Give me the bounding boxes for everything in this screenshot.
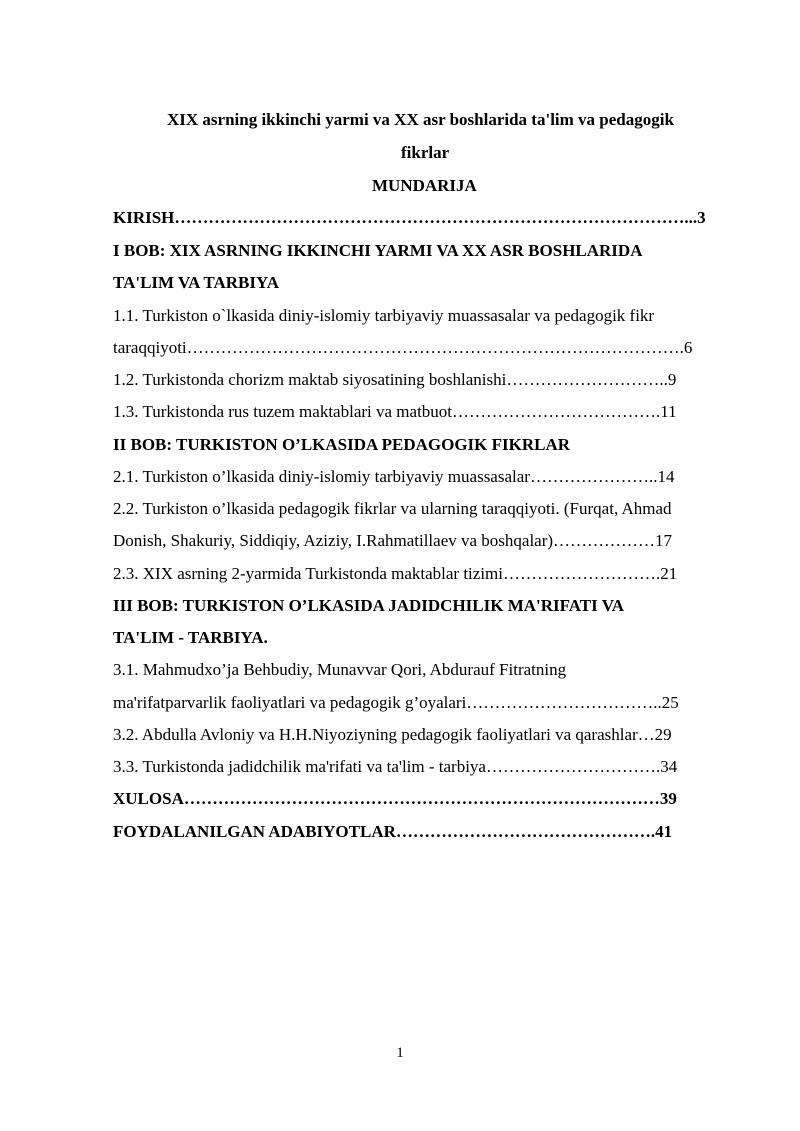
toc-section-1-3: 1.3. Turkistonda rus tuzem maktablari va matbuot……………………………….11 <box>113 402 677 421</box>
toc-section-2-3: 2.3. XIX asrning 2-yarmida Turkistonda maktablar tizimi……………………….21 <box>113 564 678 583</box>
toc-chapter3-line2: TA'LIM - TARBIYA. <box>113 628 268 647</box>
toc-entry-kirish: KIRISH………………………………………………………………………………...3 <box>113 208 706 227</box>
toc-chapter2: II BOB: TURKISTON O’LKASIDA PEDAGOGIK FIKRLAR <box>113 435 571 454</box>
page-number: 1 <box>396 1045 404 1061</box>
toc-heading: MUNDARIJA <box>372 176 477 195</box>
toc-section-3-1-line2: ma'rifatparvarlik faoliyatlari va pedagogik g’oyalari……………………………..25 <box>113 693 679 712</box>
toc-section-1-2: 1.2. Turkistonda chorizm maktab siyosatining boshlanishi………………………..9 <box>113 370 677 389</box>
toc-section-2-1: 2.1. Turkiston o’lkasida diniy-islomiy tarbiyaviy muassasalar…………………..14 <box>113 467 675 486</box>
toc-entry-xulosa: XULOSA…………………………………………………………………………39 <box>113 789 677 808</box>
toc-section-2-2-line1: 2.2. Turkiston o’lkasida pedagogik fikrlar va ularning taraqqiyoti. (Furqat, Ahmad <box>113 499 672 518</box>
toc-section-3-3: 3.3. Turkistonda jadidchilik ma'rifati va ta'lim - tarbiya………………………….34 <box>113 757 678 776</box>
toc-chapter1-line2: TA'LIM VA TARBIYA <box>113 273 279 292</box>
toc-section-3-2: 3.2. Abdulla Avloniy va H.H.Niyoziyning pedagogik faoliyatlari va qarashlar…29 <box>113 725 672 744</box>
document-title-line1: XIX asrning ikkinchi yarmi va XX asr boshlarida ta'lim va pedagogik <box>167 110 674 129</box>
toc-section-1-1-line1: 1.1. Turkiston o`lkasida diniy-islomiy tarbiyaviy muassasalar va pedagogik fikr <box>113 306 655 325</box>
toc-section-3-1-line1: 3.1. Mahmudxo’ja Behbudiy, Munavvar Qori, Abdurauf Fitratning <box>113 660 567 679</box>
toc-entry-adabiyotlar: FOYDALANILGAN ADABIYOTLAR……………………………………….41 <box>113 822 673 841</box>
toc-section-1-1-line2: taraqqiyoti…………………………………………………………………………….6 <box>113 338 693 357</box>
document-title-line2: fikrlar <box>401 143 450 162</box>
toc-chapter1-line1: I BOB: XIX ASRNING IKKINCHI YARMI VA XX ASR BOSHLARIDA <box>113 241 643 260</box>
toc-chapter3-line1: III BOB: TURKISTON O’LKASIDA JADIDCHILIK MA'RIFATI VA <box>113 596 625 615</box>
toc-section-2-2-line2: Donish, Shakuriy, Siddiqiy, Aziziy, I.Rahmatillaev va boshqalar)………………17 <box>113 531 673 550</box>
